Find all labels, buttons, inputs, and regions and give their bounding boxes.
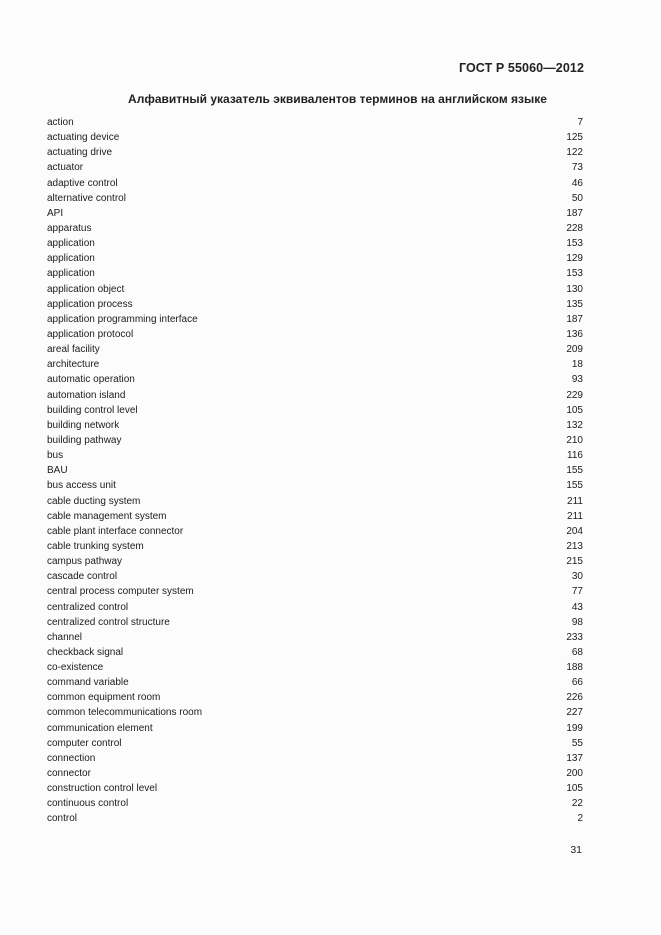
index-entry (47, 357, 583, 372)
index-page-ref: 30 (571, 571, 583, 583)
index-page-ref: 98 (571, 616, 583, 628)
index-entry (47, 403, 583, 418)
index-page-ref: 211 (567, 510, 583, 522)
index-page-ref: 2 (577, 813, 583, 825)
index-entry (47, 236, 583, 251)
index-term: bus access unit (47, 480, 116, 492)
index-entry (47, 130, 583, 145)
index-term: centralized control structure (47, 616, 170, 628)
index-page-ref: 55 (571, 737, 583, 749)
index-page-ref: 116 (567, 450, 583, 462)
index-page-ref: 130 (566, 283, 583, 295)
index-entry (47, 584, 583, 599)
index-page-ref: 137 (566, 752, 583, 764)
index-term: common equipment room (47, 692, 161, 704)
index-term: communication element (47, 722, 153, 734)
index-term: connection (47, 752, 96, 764)
index-page-ref: 187 (566, 313, 583, 325)
index-page-ref: 215 (566, 556, 583, 568)
index-term: continuous control (47, 798, 129, 810)
index-page-ref: 136 (566, 328, 583, 340)
index-page-ref: 200 (566, 768, 583, 780)
index-term: construction control level (47, 783, 158, 795)
index-term: areal facility (47, 344, 100, 356)
index-page-ref: 135 (566, 298, 583, 310)
index-page-ref: 73 (571, 162, 583, 174)
term-index-list (47, 115, 583, 827)
index-term: cable management system (47, 510, 167, 522)
index-entry (47, 600, 583, 615)
index-term: cascade control (47, 571, 118, 583)
index-entry (47, 675, 583, 690)
index-page-ref: 50 (571, 192, 583, 204)
index-page-ref: 105 (566, 404, 583, 416)
index-page-ref: 233 (566, 631, 583, 643)
index-page-ref: 122 (566, 147, 583, 159)
index-entry (47, 191, 583, 206)
index-page-ref: 226 (566, 692, 583, 704)
index-entry (47, 418, 583, 433)
index-term: checkback signal (47, 646, 124, 658)
index-page-ref: 132 (566, 419, 583, 431)
index-entry (47, 781, 583, 796)
index-term: application programming interface (47, 313, 198, 325)
index-term: connector (47, 768, 91, 780)
index-term: building network (47, 419, 120, 431)
index-entry (47, 645, 583, 660)
index-entry (47, 463, 583, 478)
index-entry (47, 494, 583, 509)
index-entry (47, 372, 583, 387)
index-entry (47, 736, 583, 751)
index-page-ref: 227 (566, 707, 583, 719)
index-entry (47, 615, 583, 630)
index-term: co-existence (47, 662, 104, 674)
index-page-ref: 211 (567, 495, 583, 507)
index-entry (47, 751, 583, 766)
index-entry (47, 342, 583, 357)
index-entry (47, 266, 583, 281)
index-entry (47, 796, 583, 811)
index-page-ref: 18 (571, 359, 583, 371)
index-term: actuating drive (47, 147, 113, 159)
index-entry (47, 282, 583, 297)
index-term: application process (47, 298, 133, 310)
index-page-ref: 7 (577, 117, 583, 128)
index-term: computer control (47, 737, 122, 749)
index-term: control (47, 813, 78, 825)
index-page-ref: 153 (566, 238, 583, 250)
index-term: cable ducting system (47, 495, 141, 507)
index-entry (47, 206, 583, 221)
index-page-ref: 229 (566, 389, 583, 401)
index-page-ref: 43 (571, 601, 583, 613)
index-term: adaptive control (47, 177, 118, 189)
index-page-ref: 188 (566, 662, 583, 674)
index-entry (47, 176, 583, 191)
index-entry (47, 721, 583, 736)
index-term: cable trunking system (47, 540, 144, 552)
index-entry (47, 478, 583, 493)
index-page-ref: 155 (566, 465, 583, 477)
index-page-ref: 46 (571, 177, 583, 189)
index-page-ref: 155 (566, 480, 583, 492)
index-page-ref: 187 (566, 207, 583, 219)
index-page-ref: 210 (566, 434, 583, 446)
index-title: Алфавитный указатель эквивалентов терминов на английском языке (128, 92, 547, 106)
index-term: action (47, 117, 74, 128)
index-term: building control level (47, 404, 138, 416)
index-term: application (47, 253, 95, 265)
index-entry (47, 705, 583, 720)
index-page-ref: 125 (566, 132, 583, 144)
index-term: automatic operation (47, 374, 135, 386)
index-term: actuator (47, 162, 84, 174)
index-term: application (47, 238, 95, 250)
index-term: BAU (47, 465, 68, 477)
standard-id-header: ГОСТ Р 55060—2012 (458, 61, 584, 75)
index-entry (47, 554, 583, 569)
index-term: application (47, 268, 95, 280)
index-entry (47, 327, 583, 342)
index-term: common telecommunications room (47, 707, 203, 719)
index-term: centralized control (47, 601, 129, 613)
index-term: architecture (47, 359, 100, 371)
index-term: API (47, 207, 64, 219)
index-entry (47, 539, 583, 554)
index-page-ref: 93 (571, 374, 583, 386)
index-entry (47, 433, 583, 448)
index-entry (47, 448, 583, 463)
index-page-ref: 77 (571, 586, 583, 598)
index-entry (47, 766, 583, 781)
index-page-ref: 153 (566, 268, 583, 280)
index-entry (47, 312, 583, 327)
index-page-ref: 66 (571, 677, 583, 689)
index-page-ref: 68 (571, 646, 583, 658)
index-page-ref: 129 (566, 253, 583, 265)
index-entry (47, 388, 583, 403)
index-entry (47, 811, 583, 826)
index-term: campus pathway (47, 556, 123, 568)
index-term: actuating device (47, 132, 120, 144)
index-page-ref: 199 (566, 722, 583, 734)
index-page-ref: 228 (566, 222, 583, 234)
index-page-ref: 204 (566, 525, 583, 537)
page-number: 31 (570, 844, 582, 856)
index-term: cable plant interface connector (47, 525, 184, 537)
index-entry (47, 115, 583, 130)
index-entry (47, 660, 583, 675)
index-entry (47, 690, 583, 705)
index-entry (47, 297, 583, 312)
index-term: application object (47, 283, 125, 295)
index-page-ref: 213 (566, 540, 583, 552)
index-entry (47, 221, 583, 236)
index-entry (47, 251, 583, 266)
index-page-ref: 105 (566, 783, 583, 795)
index-entry (47, 145, 583, 160)
index-term: central process computer system (47, 586, 194, 598)
index-entry (47, 569, 583, 584)
index-term: bus (47, 450, 64, 462)
index-page-ref: 22 (571, 798, 583, 810)
index-entry (47, 160, 583, 175)
index-term: application protocol (47, 328, 134, 340)
index-term: building pathway (47, 434, 122, 446)
index-page-ref: 209 (566, 344, 583, 356)
index-term: alternative control (47, 192, 126, 204)
index-term: command variable (47, 677, 129, 689)
index-entry (47, 630, 583, 645)
index-term: channel (47, 631, 83, 643)
index-term: apparatus (47, 222, 92, 234)
index-term: automation island (47, 389, 126, 401)
index-entry (47, 509, 583, 524)
index-entry (47, 524, 583, 539)
